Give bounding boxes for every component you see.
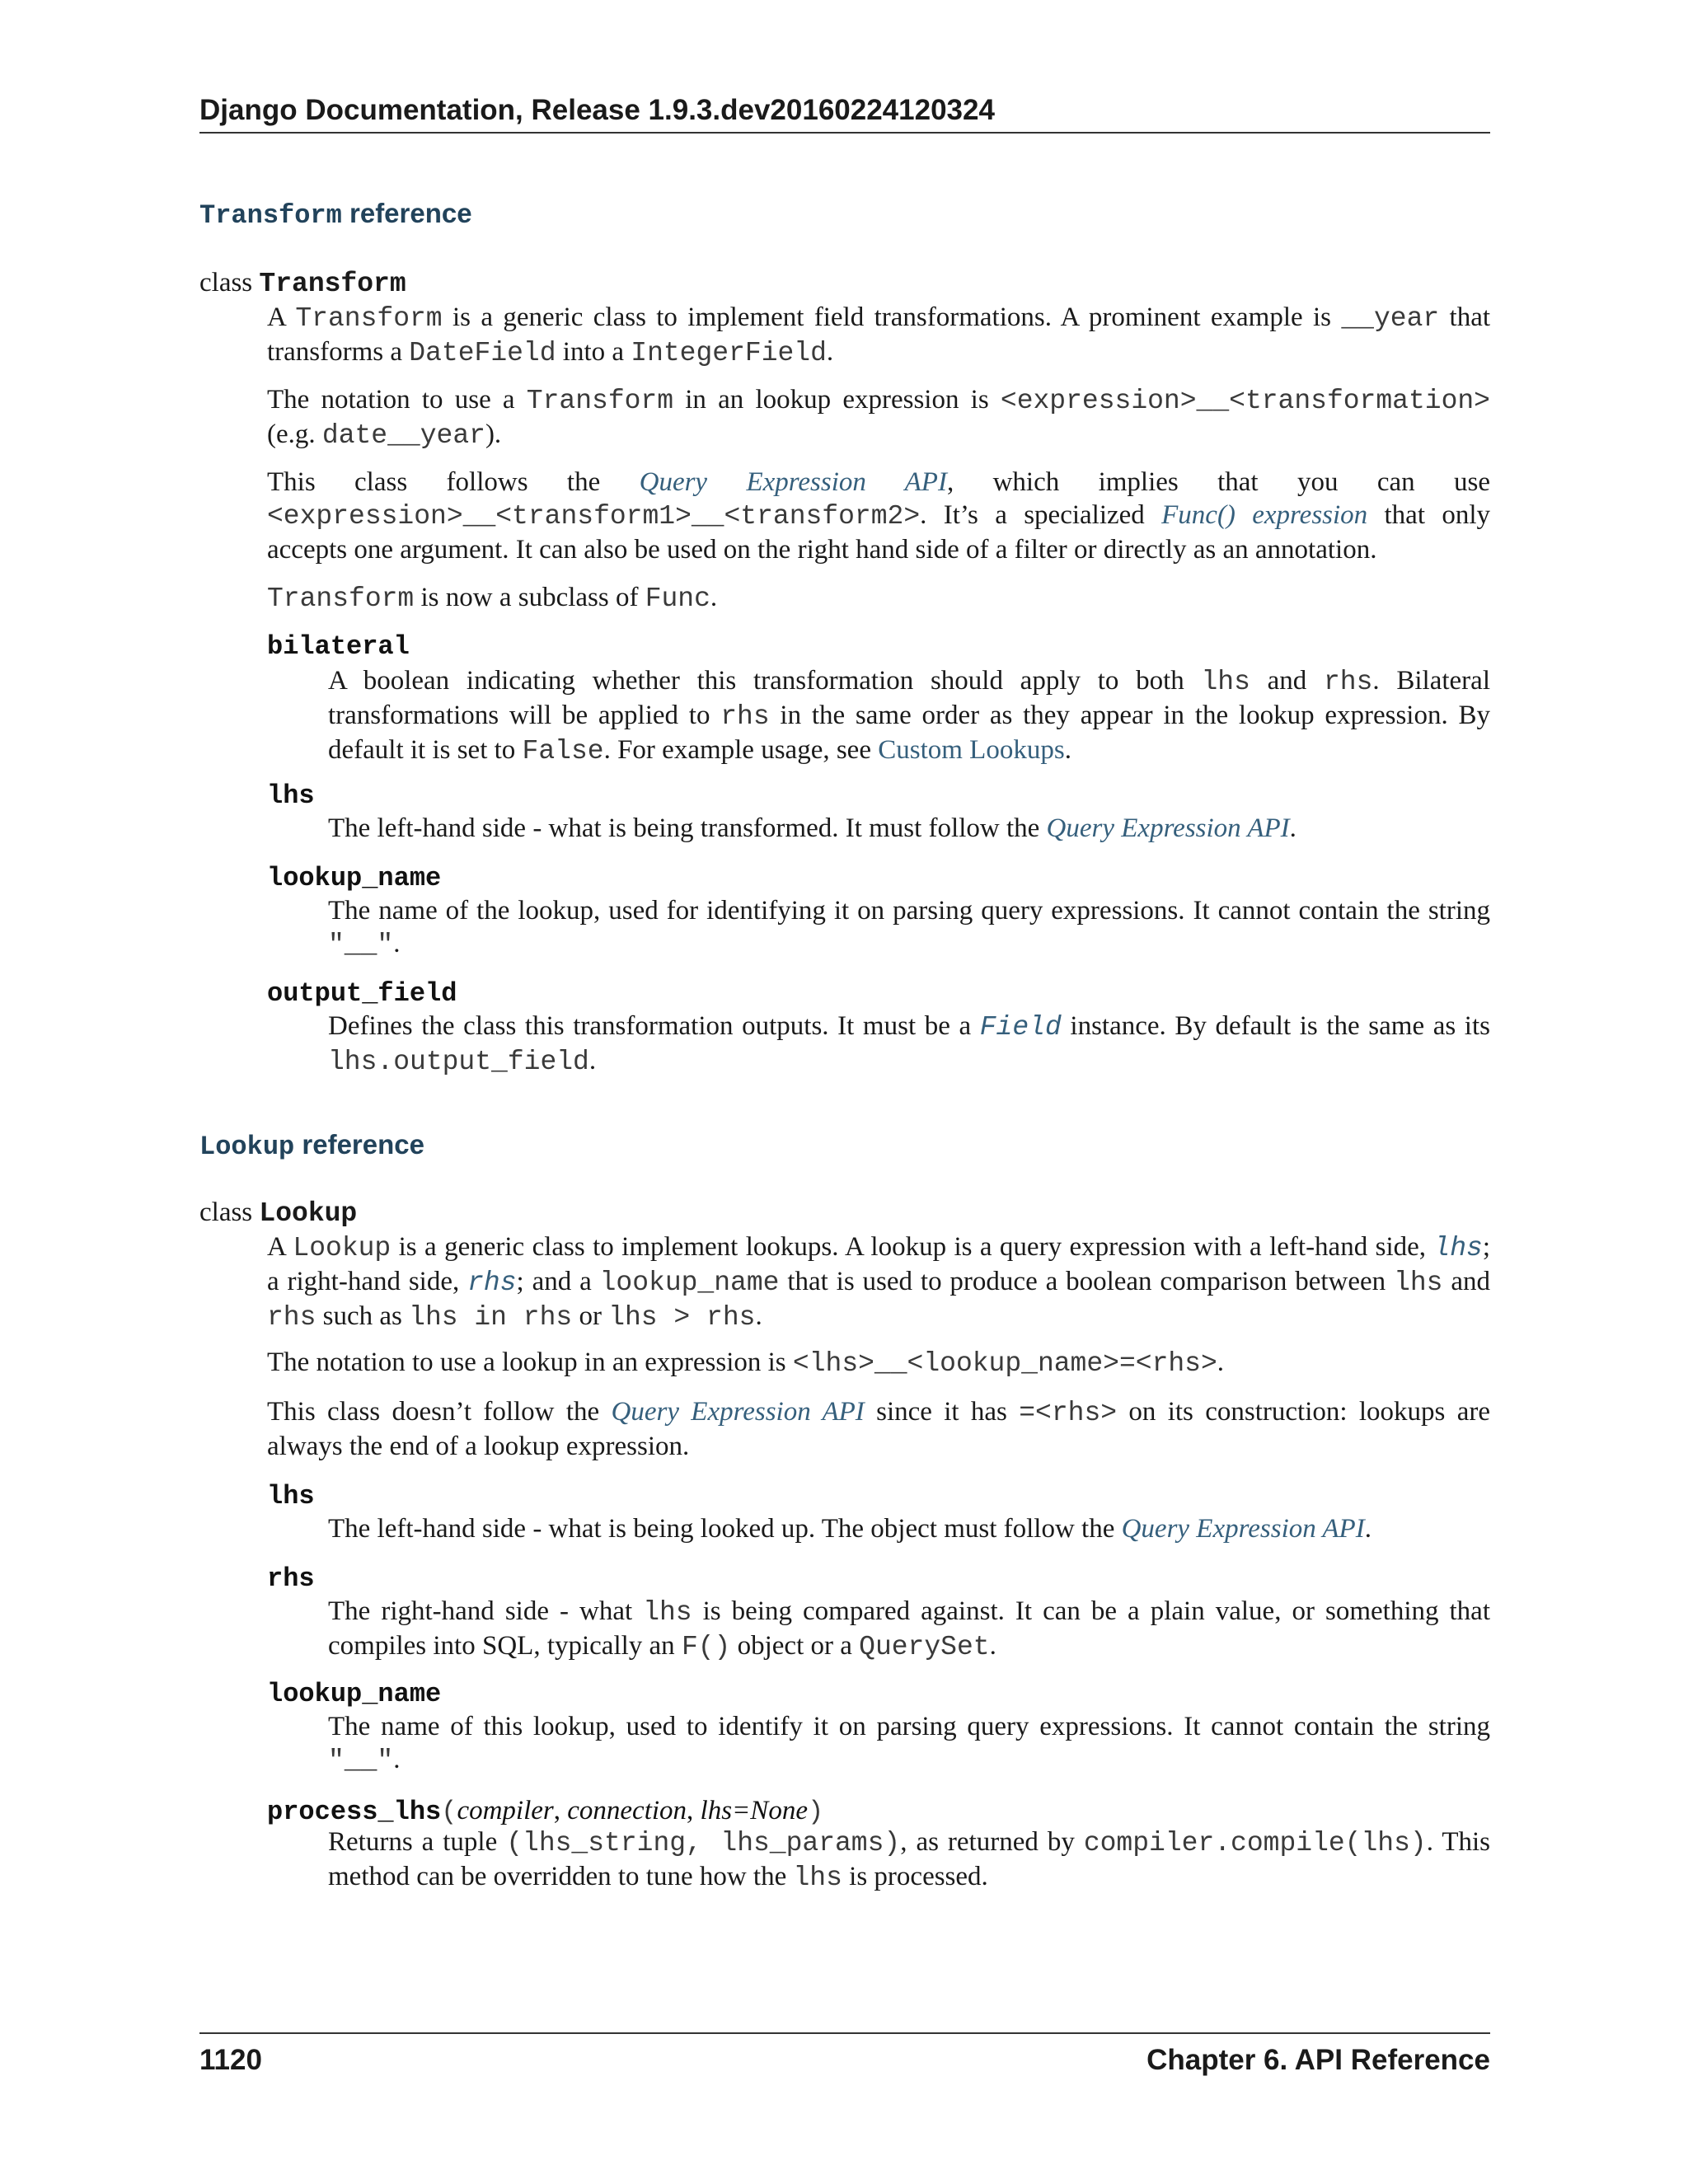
attr-lhs-desc: The left-hand side - what is being transformed. It must follow the Query Expression API.: [328, 813, 1296, 843]
query-expression-api-link[interactable]: Query Expression API: [1046, 813, 1290, 843]
transform-api-note: This class follows the Query Expression API, which implies that you can use <expression>__<transform1>__<transform2>. It’s a specialized Func() expression that only accepts one argument. It can also be used on the right hand side of a filter or directly as an annotation.: [267, 467, 1490, 565]
attr-lookup-name-desc: The name of this lookup, used to identify it on parsing query expressions. It cannot contain the string "__".: [328, 1712, 1490, 1776]
attr-output-field-desc: Defines the class this transformation outputs. It must be a Field instance. By default is the same as its lhs.output_field.: [328, 1011, 1490, 1077]
section-title-transform: [199, 198, 472, 231]
attr-rhs: rhs: [267, 1563, 315, 1594]
attr-lhs: lhs: [267, 1481, 315, 1511]
custom-lookups-link[interactable]: Custom Lookups: [878, 735, 1065, 765]
transform-description: A Transform is a generic class to implement field transformations. A prominent example is __year that transforms a DateField into a IntegerField.: [267, 302, 1491, 368]
attr-lhs: lhs: [267, 780, 315, 811]
attr-lookup-name: lookup_name: [267, 1679, 442, 1709]
attr-lookup-name: lookup_name: [267, 863, 442, 893]
attr-lhs-desc: The left-hand side - what is being looked up. The object must follow the Query Expression API.: [328, 1514, 1372, 1544]
func-expression-link[interactable]: Func() expression: [1161, 500, 1368, 530]
class-name: Lookup: [259, 1198, 358, 1229]
attr-rhs-desc: The right-hand side - what lhs is being compared against. It can be a plain value, or something that compiles into SQL, typically an F() object or a QuerySet.: [328, 1596, 1490, 1662]
method-process-lhs-signature: process_lhs(compiler, connection, lhs=None): [267, 1796, 824, 1827]
chapter-title: Chapter 6. API Reference: [1146, 2044, 1490, 2076]
query-expression-api-link[interactable]: Query Expression API: [1121, 1514, 1365, 1544]
field-link[interactable]: Field: [979, 1012, 1062, 1043]
section-title-lookup: [199, 1129, 424, 1162]
lookup-notation: The notation to use a lookup in an expression is <lhs>__<lookup_name>=<rhs>.: [267, 1347, 1225, 1379]
attr-bilateral-desc: A boolean indicating whether this transformation should apply to both lhs and rhs. Bilateral transformations will be applied to rhs in the same order as they appear in the lookup expression. By default it is set to False. For example usage, see Custom Lookups.: [328, 666, 1490, 766]
class-keyword: class: [199, 1197, 253, 1227]
rhs-link[interactable]: rhs: [467, 1268, 517, 1298]
class-signature-lookup: [199, 1197, 357, 1229]
class-signature-transform: [199, 268, 406, 299]
attr-bilateral: bilateral: [267, 631, 410, 662]
transform-notation: The notation to use a Transform in an lookup expression is <expression>__<transformation> (e.g. date__year).: [267, 385, 1490, 451]
method-process-lhs-desc: Returns a tuple (lhs_string, lhs_params), as returned by compiler.compile(lhs). This method can be overridden to tune how the lhs is processed.: [328, 1827, 1491, 1893]
attr-output-field: output_field: [267, 978, 457, 1009]
section-title-text: reference: [294, 1129, 424, 1160]
lhs-link[interactable]: lhs: [1433, 1233, 1483, 1263]
running-header: Django Documentation, Release 1.9.3.dev20160224120324: [199, 89, 1490, 134]
class-keyword: class: [199, 268, 253, 298]
page-footer: [199, 2032, 1490, 2077]
query-expression-api-link[interactable]: Query Expression API: [639, 467, 947, 497]
class-name: Transform: [259, 269, 406, 299]
attr-lookup-name-desc: The name of the lookup, used for identifying it on parsing query expressions. It cannot contain the string "__".: [328, 896, 1490, 960]
transform-subclass-note: Transform is now a subclass of Func.: [267, 583, 718, 614]
section-title-code: Transform: [199, 200, 342, 231]
lookup-api-note: This class doesn’t follow the Query Expression API since it has =<rhs> on its construction: lookups are always the end of a lookup expression.: [267, 1397, 1490, 1461]
lookup-description: A Lookup is a generic class to implement lookups. A lookup is a query expression with a left-hand side, lhs; a right-hand side, rhs; and a lookup_name that is used to produce a boolean comparison between lhs and rhs such as lhs in rhs or lhs > rhs.: [267, 1232, 1490, 1333]
section-title-code: Lookup: [199, 1132, 295, 1162]
page-number: 1120: [199, 2044, 262, 2076]
section-title-text: reference: [341, 198, 472, 228]
method-name: process_lhs: [267, 1797, 442, 1827]
query-expression-api-link[interactable]: Query Expression API: [611, 1397, 865, 1427]
